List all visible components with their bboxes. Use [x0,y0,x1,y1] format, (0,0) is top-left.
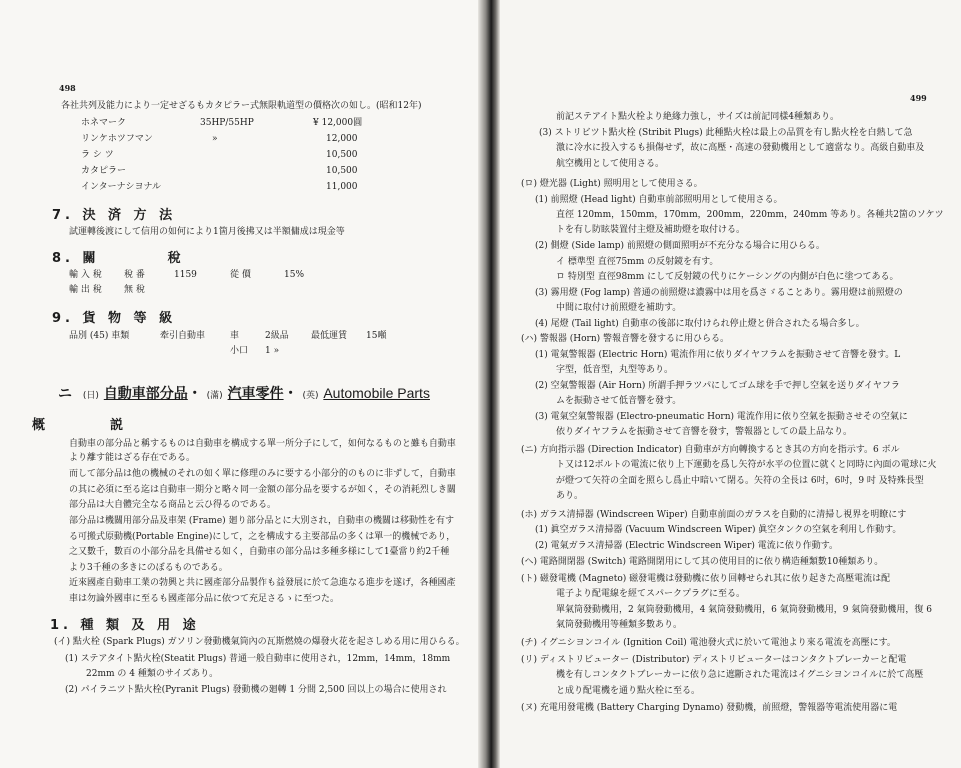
body-line: (3) 電氣空氣警報器 (Electro-pneumatic Horn) 電流作用に依り空氣を振動させその空氣に [535,412,908,422]
body-line: (3) 霧用燈 (Fog lamp) 普通の前照燈は濃霧中は用を爲さゞることあり。霧用燈は前照燈の [535,288,903,298]
price-row-name: リンケホツフマン [81,134,153,144]
body-line: (ヘ) 電路開閉器 (Switch) 電路開閉用にして其の使用目的に依り構造種類數10種類あり。 [521,557,884,567]
part-heading-dot: ・ [283,386,298,402]
body-line: あり。 [556,491,584,501]
body-line: 部分品は大自體完全なる商品と云ひ得るのである。 [69,500,277,510]
part-heading-title-en: Automobile Parts [323,385,430,401]
body-line: の其に必須に至る迄は自動車一期分と略々同一金額の部分品を要するが如く，その消耗烈しき關 [69,485,456,495]
body-line: (ロ) 燈光器 (Light) 照明用として使用さる。 [521,179,703,189]
tax-cell: 無 稅 [124,285,145,295]
price-row-spec: » [212,134,218,144]
freight-cell: 小口 [230,346,249,356]
body-line: (ヌ) 充電用發電機 (Battery Charging Dynamo) 發動機，前照燈，警報器等電流使用器に電 [521,703,898,713]
body-line: (1) 前照燈 (Head light) 自動車前部照明用として使用さる。 [535,195,783,205]
body-line: 部分品は機關用部分品及車架 (Frame) 廻り部分品とに大別され，自動車の機關は移動性を有す [69,516,455,526]
body-line: 單氣筒發動機用，2 氣筒發動機用，4 氣筒發動機用，6 氣筒發動機用，9 氣筒發動機用，復 6 [556,605,932,615]
price-row-name: インターナシヨナル [81,182,162,192]
body-line: 航空機用として使用さる。 [556,159,665,169]
tax-cell: 1159 [174,270,197,280]
price-row-price: 10,500 [326,150,358,160]
tax-cell: 輸 出 稅 [69,285,102,295]
price-row-price: 12,000 [326,134,358,144]
body-line: 自動車の部分品と稱するものは自動車を構成する單一所分子にして，如何なるものと雖も自動車 [69,439,456,449]
price-row-name: カタピラー [81,166,127,176]
body-line: (ニ) 方向指示器 (Direction Indicator) 自動車が方向轉換するとき其の方向を指示す。6 ボル [521,445,900,455]
body-line: (1) 電氣警報器 (Electric Horn) 電流作用に依りダイヤフラムを振動させて音響を發す。L [535,350,901,360]
body-line: る可搬式原動機(Portable Engine)にして，之を構成する主要部品の多くは單一的機械であり， [69,532,456,542]
body-line: と成り配電機を通り點火栓に至る。 [556,686,701,696]
body-line: (2) 側燈 (Side lamp) 前照燈の側面照明が不充分なる場合に用ひらる。 [535,241,825,251]
part-heading-title-man: 汽車零件 [227,386,284,402]
section-1-title: 1. 種 類 及 用 途 [50,618,200,633]
price-row-name: ホネマーク [81,118,127,128]
freight-cell: 牽引自動車 [160,331,206,341]
price-row-price: ¥ 12,000圓 [313,118,363,128]
body-line: 氣筒發動機用等種類多數あり。 [556,620,683,630]
overview-heading: 概 説 [32,418,124,433]
page-number-right: 499 [910,93,927,103]
body-line: 近來國產自動車工業の勃興と共に國產部分品製作も益發展に於て急進なる進步を遂げ，各種國產 [69,578,456,588]
body-line: 機を有しコンタクトブレーカーに依り急に遮斷された電流はイグニシヨンコイルに於て高壓 [556,670,924,680]
part-heading-label-man: (滿) [206,391,223,401]
item-line: 22mm の 4 種類のサイズあり。 [86,669,219,679]
body-line: 中間に取付け前照燈を補助す。 [556,303,682,313]
section-7-title: 7. 決 済 方 法 [52,208,177,223]
section-8-title: 8. 關 稅 [52,251,185,266]
body-line: (ホ) ガラス清掃器 (Windscreen Wiper) 自動車前面のガラスを自動的に清掃し視界を明瞭にす [521,510,907,520]
freight-cell: 15噸 [366,331,387,341]
tax-cell: 15% [284,270,305,280]
item-line: (1) ステアタイト點火栓(Steatit Plugs) 普通一般自動車に使用され，12mm，14mm，18mm [65,654,451,664]
part-heading [58,383,430,403]
price-row-price: 11,000 [326,182,358,192]
book-gutter [478,0,500,768]
body-line: 激に冷水に投入するも損傷せず，故に高壓・高速の發動機用として適當なり。高級自動車及 [556,143,925,153]
body-line: 依りダイヤフラムを振動させて音響を發す，警報器としての最上品なり。 [556,427,853,437]
price-row-name: ラ シ ツ [81,150,114,160]
page-number-left: 498 [59,83,76,93]
body-line: ト又は12ボルトの電流に依り上下運動を爲し矢符が水平の位置に就くと同時に內面の電球に火 [556,460,937,470]
body-line: 前記ステアイト點火栓より絶緣力強し，サイズは前記同樣4種類あり。 [556,112,840,122]
body-line: (2) 電氣ガラス清掃器 (Electric Windscreen Wiper) 電流に依り作動す。 [535,541,839,551]
tax-cell: 從 價 [230,270,251,280]
body-line: (4) 尾燈 (Tail light) 自動車の後部に取付けられ停止燈と併合されたる場合多し。 [535,319,865,329]
body-line: 之又數千，數百の小部分品を具備せる如く，自動車の部分品は多種多様にして1臺當り約2千種 [69,547,450,557]
body-line: (1) 眞空ガラス清掃器 (Vacuum Windscreen Wiper) 眞空タンクの空氣を利用し作動す。 [535,525,902,535]
body-line: 電子より配電線を經てスパークプラグに至る。 [556,589,746,599]
price-row-price: 10,500 [326,166,358,176]
body-line: イ 標準型 直徑75mm の反射鏡を有す。 [556,257,719,267]
body-line: トを有し防眩裝置付主燈及補助燈を取付ける。 [556,225,746,235]
part-heading-title-jp: 自動車部分品 [103,386,188,402]
body-line: (ハ) 警報器 (Horn) 警報音響を發するに用ひらる。 [521,334,729,344]
body-line: 字型，低音型，丸型等あり。 [556,365,674,375]
price-row-spec: 35HP/55HP [200,118,254,128]
freight-cell: 1 » [265,346,280,356]
body-line: が燈つて矢符の全面を照らし爲止中暗いて閉る。矢符の全長は 6吋，6吋，9 吋 及特殊長型 [556,476,924,486]
body-line: ムを振動させて低音響を發す。 [556,396,682,406]
freight-cell: 車 [230,331,240,341]
body-line: より離す能はざる存在である。 [69,453,196,463]
body-line: (チ) イグニシヨンコイル (Ignition Coil) 電池發火式に於いて電池より來る電流を高壓にす。 [521,638,896,648]
intro-line: 各社共列及能力により一定せざるもカタピラー式無限軌道型の價格次の如し。(昭和12年) [61,101,422,111]
tax-cell: 輸 入 稅 [69,270,102,280]
part-heading-num: ニ [58,386,72,402]
body-line: 直徑 120mm，150mm，170mm，200mm，220mm，240mm 等あり。各種共2箇のソケツ [556,210,944,220]
body-line: 車は勿論外國車に至るも國產部分品に依つて充足さるゝに至つた。 [69,594,340,604]
body-line: ロ 特別型 直徑98mm にして反射鏡の代りにケーシングの内側が白色に塗つてある。 [556,272,899,282]
body-line: より3千種の多きにのぼるものである。 [69,563,228,573]
body-line: (2) 空氣警報器 (Air Horn) 所謂手押ラツパにしてゴム球を手で押し空氣を送りダイヤフラ [535,381,900,391]
body-line: 而して部分品は他の機械のそれの如く單に修理のみに要する小部分的のものに非ずして，自動車 [69,469,456,479]
right-page [485,0,961,768]
section-9-title: 9. 貨 物 等 級 [52,311,177,326]
body-line: (ト) 磁發電機 (Magneto) 磁發電機は發動機に依り回轉せられ其に依り起きた高壓電流は配 [521,574,891,584]
item-line: (2) パイラニツト點火栓(Pyranit Plugs) 發動機の廻轉 1 分間 2,500 回以上の場合に使用され [65,685,447,695]
part-heading-label-jp: (日) [82,391,99,401]
section-7-text: 試運轉後渡にして信用の如何により1箇月後拂又は半額傭成は現金等 [69,227,345,237]
body-line: (リ) ディストリビューター (Distributor) ディストリビューターはコンタクトブレーカーと配電 [521,655,907,665]
part-heading-label-en: (英) [302,391,319,401]
body-line: (3) ストリビツト點火栓 (Stribit Plugs) 此種點火栓は最上の品質を有し點火栓を白熱して急 [539,128,913,138]
freight-cell: 2級品 [265,331,289,341]
freight-cell: 品別 (45) 車類 [69,331,130,341]
freight-cell: 最低運賃 [311,331,348,341]
part-heading-dot: ・ [187,386,202,402]
item-line: (イ) 點火栓 (Spark Plugs) ガソリン發動機氣筒內の瓦斯燃燒の爆發火花を起さしめる用に用ひらる。 [54,637,465,647]
tax-cell: 稅 番 [124,270,145,280]
